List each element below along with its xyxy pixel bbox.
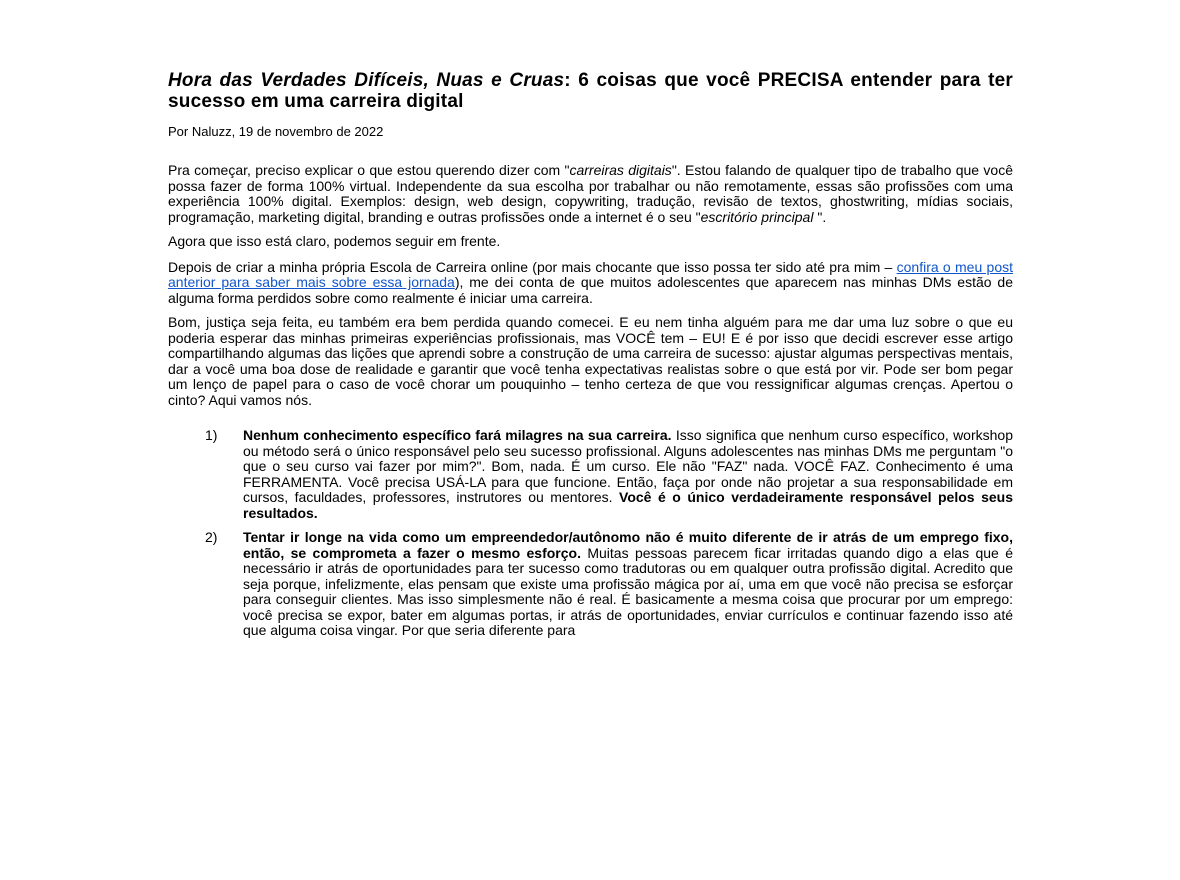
paragraph-transition: Agora que isso está claro, podemos seguir em frente. [168, 233, 501, 249]
article-title-italic-part: Hora das Verdades Difíceis, Nuas e Cruas [168, 70, 565, 91]
paragraph-school [168, 260, 1013, 307]
list-item-1 [168, 428, 1013, 521]
text-run: ". [813, 208, 827, 225]
list-item-2-lead-bold: Tentar ir longe na vida como um empreendedor/autônomo não é muito diferente de ir atrás de um emprego fixo, então, se comprometa a fazer o mesmo esforço. [243, 529, 1013, 561]
list-item-1-lead-bold: Nenhum conhecimento específico fará milagres na sua carreira. [243, 427, 672, 443]
list-item-1-number: 1) [205, 427, 218, 443]
numbered-list [168, 428, 1013, 639]
text-run: Muitas pessoas parecem ficar irritadas quando digo a elas que é necessário ir atrás de oportunidades para ter sucesso como tradutoras ou em qualquer outra profissão digital. Acredito que seja porque, infelizmente, elas pensam que existe uma profissão mágica por aí, uma em que você não precisa se esforçar para conseguir clientes. Mas isso simplesmente não é real. É basicamente a mesma coisa que procurar por um emprego: você precisa se expor, bater em algumas portas, ir atrás de oportunidades, enviar currículos e continuar fazendo isso até que alguma coisa vingar. Por que seria diferente para [243, 544, 1013, 638]
text-run-italic: escritório principal [700, 208, 814, 225]
text-run-italic: carreiras digitais [569, 162, 672, 178]
list-item-1-tail-bold: Você é o único verdadeiramente responsável pelos seus resultados. [243, 489, 1013, 521]
paragraph-lessons: Bom, justiça seja feita, eu também era bem perdida quando comecei. E eu nem tinha alguém para me dar uma luz sobre o que eu poderia esperar das minhas primeiras experiências profissionais, mas VOCÊ tem – EU! E é por isso que decidi escrever esse artigo compartilhando algumas das lições que aprendi sobre a construção de uma carreira de sucesso: ajustar algumas perspectivas mentais, dar a você uma boa dose de realidade e garantir que você tenha expectativas realistas sobre o que está por vir. Pode ser bom pegar um lenço de papel para o caso de você chorar um pouquinho – tenho certeza de que vou ressignificar algumas crenças. Apertou o cinto? Aqui vamos nós. [168, 314, 1013, 408]
article-title [168, 70, 1013, 112]
text-run: Isso significa que nenhum curso específico, workshop ou método será o único responsável pelo seu sucesso profissional. Alguns adolescentes nas minhas DMs me perguntam "o que o seu curso vai fazer por mim?". Bom, nada. É um curso. Ele não "FAZ" nada. VOCÊ FAZ. Conhecimento é uma FERRAMENTA. Você precisa USÁ-LA para que funcione. Então, faça por onde não projetar a sua responsabilidade em cursos, faculdades, professores, instrutores ou mentores. [243, 427, 1013, 505]
previous-post-link[interactable]: confira o meu post anterior para saber mais sobre essa jornada [168, 258, 1014, 290]
text-run: ), me dei conta de que muitos adolescentes que aparecem nas minhas DMs estão de alguma forma perdidos sobre como realmente é iniciar uma carreira. [168, 274, 1014, 306]
text-run: Pra começar, preciso explicar o que estou querendo dizer com " [168, 162, 570, 178]
text-run: Depois de criar a minha própria Escola de Carreira online (por mais chocante que isso possa ter sido até pra mim – [168, 258, 897, 275]
byline: Por Naluzz, 19 de novembro de 2022 [168, 124, 384, 139]
document-page [168, 70, 1013, 648]
text-run: ". Estou falando de qualquer tipo de trabalho que você possa fazer de forma 100% virtual. Independente da sua escolha por trabalhar ou não remotamente, essas são profissões com uma experiência 100% digital. Exemplos: design, web design, copywriting, tradução, revisão de textos, ghostwriting, mídias sociais, programação, marketing digital, branding e outras profissões onde a internet é o seu " [168, 162, 1013, 225]
list-item-2-number: 2) [205, 529, 218, 545]
list-item-2 [168, 530, 1013, 639]
article-title-rest-part: : 6 coisas que você PRECISA entender para ter sucesso em uma carreira digital [168, 70, 1014, 112]
paragraph-intro [168, 163, 1013, 225]
